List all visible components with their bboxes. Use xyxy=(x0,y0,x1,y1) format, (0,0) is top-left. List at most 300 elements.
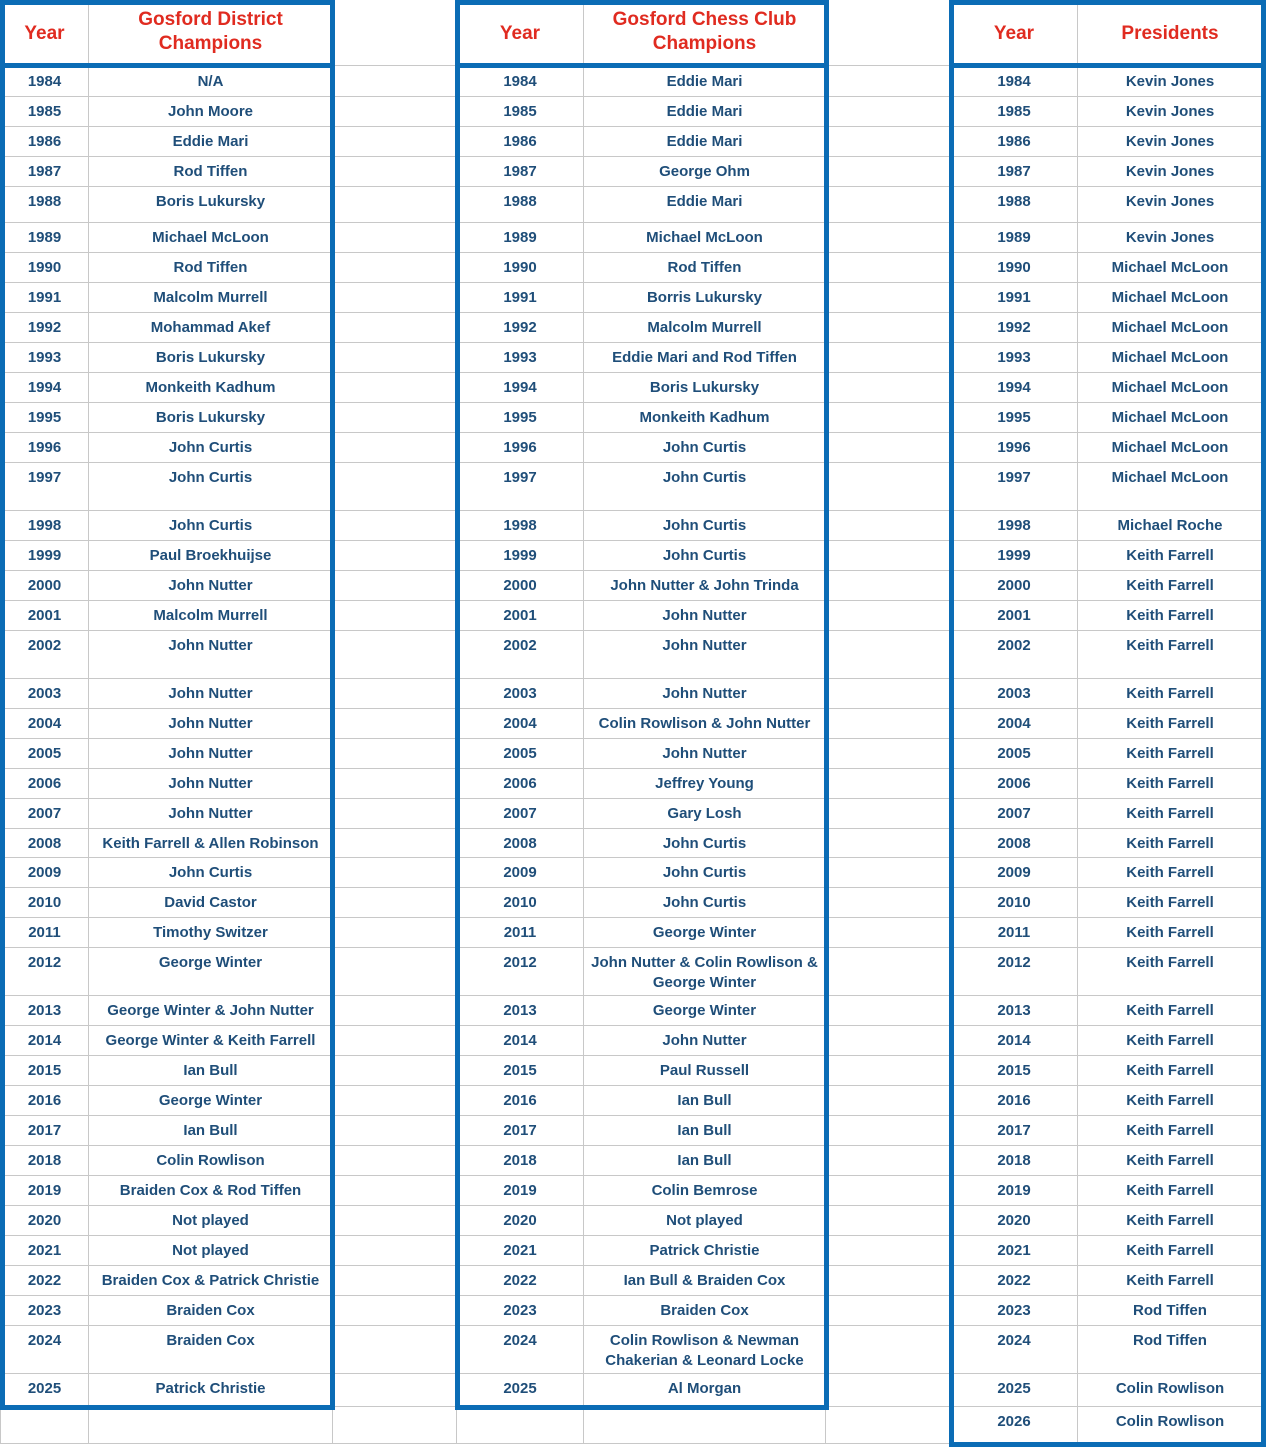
spacer-cell xyxy=(826,1326,951,1374)
club-year-cell: 2008 xyxy=(457,829,584,858)
spacer-cell xyxy=(826,769,951,799)
spacer-cell xyxy=(333,948,457,996)
district-year-cell: 1986 xyxy=(0,127,89,157)
table-row xyxy=(0,918,1266,948)
club-champion-cell: Ian Bull xyxy=(584,1146,826,1176)
presidents-year-cell: 1996 xyxy=(951,433,1078,463)
club-year-cell: 2002 xyxy=(457,631,584,679)
spacer-cell xyxy=(826,709,951,739)
table-row xyxy=(0,1116,1266,1146)
table-row xyxy=(0,996,1266,1026)
district-year-cell: 1991 xyxy=(0,283,89,313)
presidents-title-header: Presidents xyxy=(1078,0,1263,66)
spacer-cell xyxy=(333,1266,457,1296)
club-champion-cell: Gary Losh xyxy=(584,799,826,829)
president-cell: Keith Farrell xyxy=(1078,1056,1263,1086)
club-champion-cell: Eddie Mari xyxy=(584,67,826,97)
club-champion-cell xyxy=(584,1407,826,1444)
spacer-cell xyxy=(826,1407,951,1444)
president-cell: Keith Farrell xyxy=(1078,1266,1263,1296)
spacer-cell xyxy=(826,631,951,679)
district-year-cell: 1998 xyxy=(0,511,89,541)
district-champion-cell: Keith Farrell & Allen Robinson xyxy=(89,829,333,858)
district-champion-cell: George Winter & John Nutter xyxy=(89,996,333,1026)
table-row xyxy=(0,1056,1266,1086)
spacer-cell xyxy=(826,373,951,403)
club-year-cell: 1993 xyxy=(457,343,584,373)
district-year-cell: 2009 xyxy=(0,858,89,888)
spacer-cell xyxy=(826,403,951,433)
club-champion-cell: Ian Bull & Braiden Cox xyxy=(584,1266,826,1296)
club-year-cell: 2014 xyxy=(457,1026,584,1056)
club-year-cell: 2016 xyxy=(457,1086,584,1116)
president-cell: Keith Farrell xyxy=(1078,888,1263,918)
spacer-cell xyxy=(826,1056,951,1086)
club-champion-cell: John Nutter xyxy=(584,1026,826,1056)
presidents-year-cell: 2023 xyxy=(951,1296,1078,1326)
presidents-year-cell: 2014 xyxy=(951,1026,1078,1056)
spacer-cell xyxy=(826,1236,951,1266)
club-champion-cell: Malcolm Murrell xyxy=(584,313,826,343)
spacer-cell xyxy=(826,888,951,918)
club-champion-cell: George Winter xyxy=(584,918,826,948)
presidents-year-cell: 1993 xyxy=(951,343,1078,373)
club-champion-cell: John Curtis xyxy=(584,541,826,571)
spacer-cell xyxy=(333,1146,457,1176)
spacer-cell xyxy=(826,157,951,187)
presidents-year-cell: 2018 xyxy=(951,1146,1078,1176)
presidents-year-cell: 2016 xyxy=(951,1086,1078,1116)
district-champion-cell: Michael McLoon xyxy=(89,223,333,253)
president-cell: Keith Farrell xyxy=(1078,948,1263,996)
district-champion-cell: John Nutter xyxy=(89,739,333,769)
spacer-cell xyxy=(333,739,457,769)
district-year-cell: 1985 xyxy=(0,97,89,127)
spacer-cell xyxy=(333,433,457,463)
district-champion-cell: Eddie Mari xyxy=(89,127,333,157)
district-year-cell: 2005 xyxy=(0,739,89,769)
president-cell: Michael McLoon xyxy=(1078,313,1263,343)
district-champion-cell: George Winter & Keith Farrell xyxy=(89,1026,333,1056)
president-cell: Keith Farrell xyxy=(1078,829,1263,858)
table-row xyxy=(0,1326,1266,1374)
district-champion-cell: George Winter xyxy=(89,948,333,996)
presidents-year-cell: 2009 xyxy=(951,858,1078,888)
district-year-cell: 2023 xyxy=(0,1296,89,1326)
header-row xyxy=(0,0,1266,66)
table-row xyxy=(0,709,1266,739)
district-year-cell: 1989 xyxy=(0,223,89,253)
presidents-year-cell: 2008 xyxy=(951,829,1078,858)
spacer-cell xyxy=(826,1026,951,1056)
district-champion-cell: John Nutter xyxy=(89,709,333,739)
district-champion-cell: John Nutter xyxy=(89,769,333,799)
club-champion-cell: George Ohm xyxy=(584,157,826,187)
spacer-cell xyxy=(333,679,457,709)
club-champion-cell: Colin Rowlison & John Nutter xyxy=(584,709,826,739)
club-title-header: Gosford Chess Club Champions xyxy=(584,0,826,66)
spacer-cell xyxy=(826,343,951,373)
table-row xyxy=(0,571,1266,601)
club-year-cell: 2003 xyxy=(457,679,584,709)
presidents-year-cell: 2010 xyxy=(951,888,1078,918)
district-year-cell: 1994 xyxy=(0,373,89,403)
club-year-cell: 1994 xyxy=(457,373,584,403)
club-year-cell: 2000 xyxy=(457,571,584,601)
table-row xyxy=(0,1146,1266,1176)
club-year-cell: 2005 xyxy=(457,739,584,769)
president-cell: Rod Tiffen xyxy=(1078,1326,1263,1374)
club-year-cell: 2017 xyxy=(457,1116,584,1146)
district-year-cell: 2013 xyxy=(0,996,89,1026)
district-year-cell: 1984 xyxy=(0,67,89,97)
president-cell: Keith Farrell xyxy=(1078,631,1263,679)
presidents-year-cell: 2007 xyxy=(951,799,1078,829)
table-row xyxy=(0,373,1266,403)
district-year-cell: 1990 xyxy=(0,253,89,283)
president-cell: Keith Farrell xyxy=(1078,679,1263,709)
district-year-cell: 1999 xyxy=(0,541,89,571)
spacer-cell xyxy=(826,0,951,66)
spacer-cell xyxy=(333,571,457,601)
president-cell: Kevin Jones xyxy=(1078,187,1263,223)
district-year-cell: 2019 xyxy=(0,1176,89,1206)
district-champion-cell: John Nutter xyxy=(89,571,333,601)
club-champion-cell: Rod Tiffen xyxy=(584,253,826,283)
club-year-cell: 1990 xyxy=(457,253,584,283)
spacer-cell xyxy=(826,571,951,601)
club-champion-cell: Patrick Christie xyxy=(584,1236,826,1266)
president-cell: Keith Farrell xyxy=(1078,1146,1263,1176)
table-row xyxy=(0,799,1266,829)
club-year-cell: 1995 xyxy=(457,403,584,433)
spacer-cell xyxy=(333,1116,457,1146)
district-year-cell: 2022 xyxy=(0,1266,89,1296)
spacer-cell xyxy=(826,127,951,157)
spacer-cell xyxy=(333,631,457,679)
president-cell: Keith Farrell xyxy=(1078,541,1263,571)
club-champion-cell: Borris Lukursky xyxy=(584,283,826,313)
club-champion-cell: John Curtis xyxy=(584,463,826,511)
president-cell: Keith Farrell xyxy=(1078,996,1263,1026)
district-champion-cell: Ian Bull xyxy=(89,1116,333,1146)
district-champion-cell: Braiden Cox xyxy=(89,1326,333,1374)
district-year-cell: 2012 xyxy=(0,948,89,996)
district-year-cell: 2014 xyxy=(0,1026,89,1056)
club-year-cell: 2004 xyxy=(457,709,584,739)
spacer-cell xyxy=(826,996,951,1026)
table-row xyxy=(0,67,1266,97)
club-champion-cell: John Nutter xyxy=(584,601,826,631)
district-champion-cell: Not played xyxy=(89,1236,333,1266)
spacer-cell xyxy=(826,253,951,283)
president-cell: Michael McLoon xyxy=(1078,283,1263,313)
spacer-cell xyxy=(333,541,457,571)
district-champion-cell: Paul Broekhuijse xyxy=(89,541,333,571)
club-champion-cell: John Curtis xyxy=(584,829,826,858)
spacer-cell xyxy=(826,97,951,127)
district-year-cell: 2011 xyxy=(0,918,89,948)
spacer-cell xyxy=(333,858,457,888)
table-row xyxy=(0,1206,1266,1236)
spacer-cell xyxy=(826,511,951,541)
president-cell: Keith Farrell xyxy=(1078,1236,1263,1266)
spacer-cell xyxy=(333,888,457,918)
table-row xyxy=(0,1086,1266,1116)
district-year-cell: 2020 xyxy=(0,1206,89,1236)
president-cell: Keith Farrell xyxy=(1078,571,1263,601)
district-champion-cell: N/A xyxy=(89,67,333,97)
table-row xyxy=(0,948,1266,996)
spacer-cell xyxy=(333,769,457,799)
spacer-cell xyxy=(333,996,457,1026)
spacer-cell xyxy=(826,1206,951,1236)
spacer-cell xyxy=(333,799,457,829)
club-year-cell: 1997 xyxy=(457,463,584,511)
district-year-cell: 1993 xyxy=(0,343,89,373)
club-year-cell: 1998 xyxy=(457,511,584,541)
club-year-cell: 1989 xyxy=(457,223,584,253)
presidents-year-cell: 2006 xyxy=(951,769,1078,799)
club-year-cell: 2023 xyxy=(457,1296,584,1326)
table-row xyxy=(0,769,1266,799)
president-cell: Kevin Jones xyxy=(1078,157,1263,187)
table-row xyxy=(0,253,1266,283)
spacer-cell xyxy=(333,1086,457,1116)
district-year-cell: 1987 xyxy=(0,157,89,187)
club-year-cell: 2012 xyxy=(457,948,584,996)
district-champion-cell: Braiden Cox & Patrick Christie xyxy=(89,1266,333,1296)
table-row xyxy=(0,1176,1266,1206)
club-champion-cell: Not played xyxy=(584,1206,826,1236)
spacer-cell xyxy=(826,1086,951,1116)
spacer-cell xyxy=(333,1206,457,1236)
club-champion-cell: Monkeith Kadhum xyxy=(584,403,826,433)
district-champion-cell: John Moore xyxy=(89,97,333,127)
presidents-year-cell: 1992 xyxy=(951,313,1078,343)
district-year-cell: 2007 xyxy=(0,799,89,829)
club-champion-cell: Michael McLoon xyxy=(584,223,826,253)
club-champion-cell: John Nutter xyxy=(584,631,826,679)
district-year-cell: 1996 xyxy=(0,433,89,463)
table-row xyxy=(0,187,1266,223)
club-champion-cell: Eddie Mari xyxy=(584,127,826,157)
presidents-year-cell: 2024 xyxy=(951,1326,1078,1374)
president-cell: Kevin Jones xyxy=(1078,67,1263,97)
club-year-cell: 2025 xyxy=(457,1374,584,1407)
club-year-cell: 2006 xyxy=(457,769,584,799)
president-cell: Michael McLoon xyxy=(1078,373,1263,403)
club-champion-cell: Eddie Mari and Rod Tiffen xyxy=(584,343,826,373)
president-cell: Keith Farrell xyxy=(1078,739,1263,769)
presidents-year-cell: 2013 xyxy=(951,996,1078,1026)
table-row xyxy=(0,223,1266,253)
presidents-year-cell: 1990 xyxy=(951,253,1078,283)
district-year-cell: 2021 xyxy=(0,1236,89,1266)
president-cell: Keith Farrell xyxy=(1078,1086,1263,1116)
presidents-year-cell: 2002 xyxy=(951,631,1078,679)
district-champion-cell: Ian Bull xyxy=(89,1056,333,1086)
spacer-cell xyxy=(333,1407,457,1444)
presidents-year-cell: 2021 xyxy=(951,1236,1078,1266)
presidents-year-cell: 1986 xyxy=(951,127,1078,157)
district-year-cell: 2018 xyxy=(0,1146,89,1176)
spacer-cell xyxy=(333,829,457,858)
club-champion-cell: Ian Bull xyxy=(584,1086,826,1116)
district-champion-cell: Colin Rowlison xyxy=(89,1146,333,1176)
spacer-cell xyxy=(333,1326,457,1374)
club-champion-cell: John Nutter xyxy=(584,739,826,769)
district-champion-cell: John Nutter xyxy=(89,631,333,679)
district-champion-cell: John Curtis xyxy=(89,858,333,888)
district-year-cell: 1995 xyxy=(0,403,89,433)
club-year-cell: 1991 xyxy=(457,283,584,313)
table-row xyxy=(0,1266,1266,1296)
spacer-cell xyxy=(333,187,457,223)
spacer-cell xyxy=(333,1026,457,1056)
club-year-cell: 2001 xyxy=(457,601,584,631)
table-row xyxy=(0,739,1266,769)
club-champion-cell: John Curtis xyxy=(584,433,826,463)
club-champion-cell: Boris Lukursky xyxy=(584,373,826,403)
presidents-year-cell: 2011 xyxy=(951,918,1078,948)
district-champion-cell: Boris Lukursky xyxy=(89,343,333,373)
presidents-year-cell: 2012 xyxy=(951,948,1078,996)
presidents-year-cell: 2003 xyxy=(951,679,1078,709)
table-row xyxy=(0,313,1266,343)
spacer-cell xyxy=(333,463,457,511)
spacer-cell xyxy=(826,223,951,253)
district-year-cell: 1988 xyxy=(0,187,89,223)
presidents-year-cell: 1987 xyxy=(951,157,1078,187)
spacer-cell xyxy=(826,541,951,571)
club-champion-cell: Braiden Cox xyxy=(584,1296,826,1326)
district-champion-cell: John Curtis xyxy=(89,463,333,511)
club-year-cell: 2015 xyxy=(457,1056,584,1086)
spacer-cell xyxy=(826,601,951,631)
presidents-year-cell: 1998 xyxy=(951,511,1078,541)
presidents-year-cell: 2001 xyxy=(951,601,1078,631)
presidents-year-cell: 2019 xyxy=(951,1176,1078,1206)
presidents-year-cell: 2015 xyxy=(951,1056,1078,1086)
club-champion-cell: George Winter xyxy=(584,996,826,1026)
club-year-header: Year xyxy=(457,0,584,66)
presidents-year-cell: 2000 xyxy=(951,571,1078,601)
table-row xyxy=(0,601,1266,631)
spacer-cell xyxy=(826,799,951,829)
presidents-year-cell: 1999 xyxy=(951,541,1078,571)
club-champion-cell: Eddie Mari xyxy=(584,187,826,223)
club-champion-cell: John Nutter & Colin Rowlison & George Winter xyxy=(584,948,826,996)
president-cell: Keith Farrell xyxy=(1078,918,1263,948)
table-row xyxy=(0,511,1266,541)
presidents-year-cell: 1984 xyxy=(951,67,1078,97)
club-champion-cell: Ian Bull xyxy=(584,1116,826,1146)
district-year-header: Year xyxy=(0,0,89,66)
table-row xyxy=(0,1374,1266,1407)
district-year-cell: 2016 xyxy=(0,1086,89,1116)
spacer-cell xyxy=(333,343,457,373)
president-cell: Keith Farrell xyxy=(1078,1026,1263,1056)
district-champion-cell: Malcolm Murrell xyxy=(89,283,333,313)
club-year-cell: 2010 xyxy=(457,888,584,918)
club-champion-cell: Eddie Mari xyxy=(584,97,826,127)
president-cell: Michael McLoon xyxy=(1078,403,1263,433)
district-champion-cell: Braiden Cox xyxy=(89,1296,333,1326)
spacer-cell xyxy=(333,223,457,253)
district-year-cell: 2006 xyxy=(0,769,89,799)
district-champion-cell: John Nutter xyxy=(89,679,333,709)
table-row xyxy=(0,463,1266,511)
presidents-year-cell: 1995 xyxy=(951,403,1078,433)
club-year-cell: 1988 xyxy=(457,187,584,223)
president-cell: Keith Farrell xyxy=(1078,858,1263,888)
club-year-cell: 1996 xyxy=(457,433,584,463)
table-row xyxy=(0,157,1266,187)
president-cell: Colin Rowlison xyxy=(1078,1407,1263,1444)
district-year-cell: 1997 xyxy=(0,463,89,511)
president-cell: Keith Farrell xyxy=(1078,799,1263,829)
club-year-cell: 1987 xyxy=(457,157,584,187)
president-cell: Kevin Jones xyxy=(1078,97,1263,127)
club-champion-cell: Colin Rowlison & Newman Chakerian & Leonard Locke xyxy=(584,1326,826,1374)
club-year-cell: 2020 xyxy=(457,1206,584,1236)
district-year-cell: 2017 xyxy=(0,1116,89,1146)
club-year-cell: 1984 xyxy=(457,67,584,97)
president-cell: Rod Tiffen xyxy=(1078,1296,1263,1326)
district-year-cell: 2010 xyxy=(0,888,89,918)
club-year-cell: 1985 xyxy=(457,97,584,127)
presidents-year-cell: 2022 xyxy=(951,1266,1078,1296)
spacer-cell xyxy=(333,1056,457,1086)
spacer-cell xyxy=(333,1374,457,1407)
table-row xyxy=(0,343,1266,373)
table-row xyxy=(0,888,1266,918)
spacer-cell xyxy=(333,67,457,97)
table-row xyxy=(0,1026,1266,1056)
district-year-cell xyxy=(0,1407,89,1444)
presidents-year-header: Year xyxy=(951,0,1078,66)
spacer-cell xyxy=(333,511,457,541)
spacer-cell xyxy=(826,67,951,97)
table-row xyxy=(0,1236,1266,1266)
district-year-cell: 2002 xyxy=(0,631,89,679)
club-year-cell: 2019 xyxy=(457,1176,584,1206)
district-champion-cell: Mohammad Akef xyxy=(89,313,333,343)
presidents-year-cell: 2017 xyxy=(951,1116,1078,1146)
president-cell: Michael McLoon xyxy=(1078,253,1263,283)
president-cell: Keith Farrell xyxy=(1078,709,1263,739)
district-champion-cell: Boris Lukursky xyxy=(89,187,333,223)
club-year-cell: 2007 xyxy=(457,799,584,829)
spacer-cell xyxy=(826,679,951,709)
president-cell: Kevin Jones xyxy=(1078,223,1263,253)
club-year-cell: 2024 xyxy=(457,1326,584,1374)
spacer-cell xyxy=(826,948,951,996)
spacer-cell xyxy=(826,313,951,343)
president-cell: Keith Farrell xyxy=(1078,1206,1263,1236)
table-row xyxy=(0,679,1266,709)
president-cell: Keith Farrell xyxy=(1078,1116,1263,1146)
club-year-cell: 1992 xyxy=(457,313,584,343)
spacer-cell xyxy=(826,918,951,948)
spacer-cell xyxy=(826,858,951,888)
club-champion-cell: John Curtis xyxy=(584,858,826,888)
spacer-cell xyxy=(333,918,457,948)
spacer-cell xyxy=(333,1176,457,1206)
spacer-cell xyxy=(333,373,457,403)
club-year-cell: 2011 xyxy=(457,918,584,948)
